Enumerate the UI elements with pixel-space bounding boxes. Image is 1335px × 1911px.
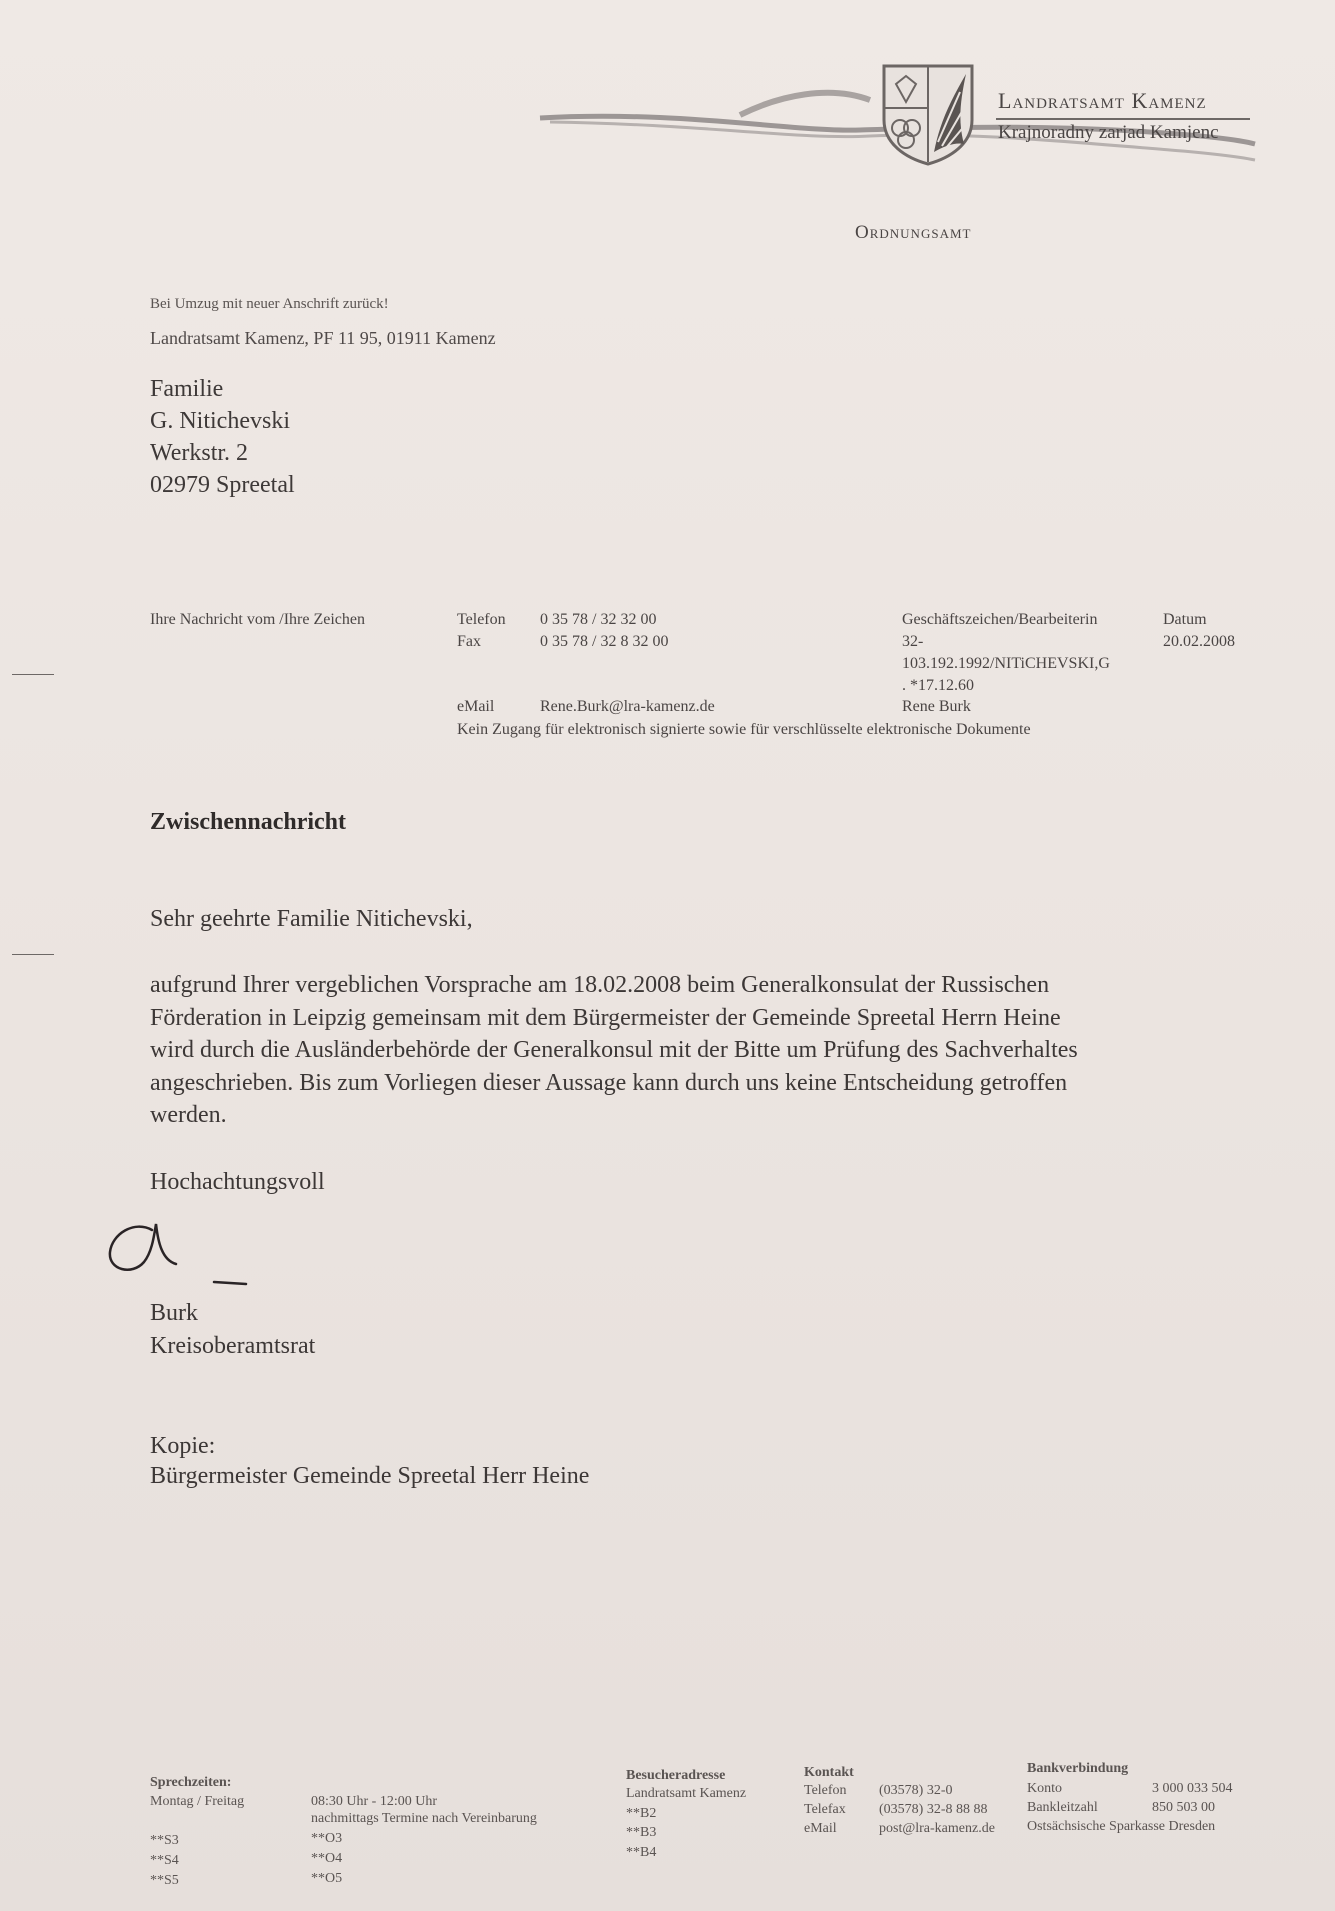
fold-mark: [12, 954, 54, 955]
coat-of-arms-icon: [880, 62, 976, 166]
bank-value: 3 000 033 504: [1152, 1781, 1233, 1796]
bank-value: 850 503 00: [1152, 1800, 1215, 1815]
footer-code: **O3: [311, 1831, 343, 1846]
footer-code: **S4: [150, 1853, 179, 1868]
fax-label: Fax: [457, 633, 481, 650]
recipient-line: 02979 Spreetal: [150, 472, 295, 498]
footer-code: **B2: [626, 1806, 657, 1821]
file-reference-line: . *17.12.60: [902, 677, 974, 694]
contact-value: post@lra-kamenz.de: [879, 1821, 995, 1836]
visitor-address-label: Besucheradresse: [626, 1768, 726, 1783]
sender-line: Landratsamt Kamenz, PF 11 95, 01911 Kamenz: [150, 328, 496, 348]
footer-code: **B3: [626, 1825, 657, 1840]
paragraph-line: Förderation in Leipzig gemeinsam mit dem Bürgermeister der Gemeinde Spreetal Herrn Heine: [150, 1004, 1061, 1031]
copy-label: Kopie:: [150, 1433, 216, 1459]
encryption-notice: Kein Zugang für elektronisch signierte sowie für verschlüsselte elektronische Dokumente: [457, 721, 1031, 738]
office-hours-note: nachmittags Termine nach Vereinbarung: [311, 1811, 537, 1826]
return-note: Bei Umzug mit neuer Anschrift zurück!: [150, 296, 389, 312]
footer-code: **O5: [311, 1871, 343, 1886]
recipient-line: G. Nitichevski: [150, 408, 290, 434]
fax-value: 0 35 78 / 32 8 32 00: [540, 633, 669, 650]
bank-label: Bankverbindung: [1027, 1761, 1129, 1776]
file-reference-label: Geschäftszeichen/Bearbeiterin: [902, 611, 1098, 628]
organization-name-sorbian: Krajnoradny zarjad Kamjenc: [998, 122, 1219, 143]
fold-mark: [12, 674, 54, 675]
contact-value: (03578) 32-0: [879, 1783, 953, 1798]
phone-label: Telefon: [457, 611, 506, 628]
email-value: Rene.Burk@lra-kamenz.de: [540, 698, 715, 715]
contact-label: Kontakt: [804, 1765, 854, 1780]
phone-value: 0 35 78 / 32 32 00: [540, 611, 657, 628]
date-value: 20.02.2008: [1163, 633, 1235, 650]
signature: [104, 1212, 264, 1292]
salutation: Sehr geehrte Familie Nitichevski,: [150, 906, 473, 932]
visitor-address-name: Landratsamt Kamenz: [626, 1786, 747, 1801]
email-label: eMail: [457, 698, 495, 715]
footer-code: **S5: [150, 1873, 179, 1888]
paragraph-line: wird durch die Ausländerbehörde der Generalkonsul mit der Bitte um Prüfung des Sachverhaltes: [150, 1037, 1078, 1063]
copy-recipient: Bürgermeister Gemeinde Spreetal Herr Heine: [150, 1463, 590, 1489]
bank-name: Ostsächsische Sparkasse Dresden: [1027, 1819, 1216, 1834]
signer-title: Kreisoberamtsrat: [150, 1333, 316, 1359]
footer-code: **B4: [626, 1845, 657, 1860]
reference-label: Ihre Nachricht vom /Ihre Zeichen: [150, 611, 366, 628]
paragraph-line: angeschrieben. Bis zum Vorliegen dieser Aussage kann durch uns keine Entscheidung getroffen: [150, 1069, 1068, 1096]
office-hours-time: 08:30 Uhr - 12:00 Uhr: [311, 1794, 437, 1809]
recipient-line: Werkstr. 2: [150, 440, 249, 466]
organization-name: Landratsamt Kamenz: [998, 88, 1207, 113]
closing: Hochachtungsvoll: [150, 1169, 325, 1195]
department-name: Ordnungsamt: [855, 222, 972, 243]
footer-code: **S3: [150, 1833, 179, 1848]
recipient-line: Familie: [150, 376, 224, 402]
organization-rule: [996, 118, 1250, 120]
signer-name: Burk: [150, 1300, 198, 1326]
office-hours-label: Sprechzeiten:: [150, 1775, 232, 1790]
file-reference-line: 103.192.1992/NITiCHEVSKI,G: [902, 655, 1110, 672]
contact-key: Telefon: [804, 1783, 847, 1798]
paragraph-line: werden.: [150, 1102, 227, 1128]
office-hours-days: Montag / Freitag: [150, 1794, 245, 1809]
bank-key: Konto: [1027, 1781, 1062, 1796]
footer-code: **O4: [311, 1851, 343, 1866]
letter-paragraph: [150, 969, 1260, 1132]
paragraph-line: aufgrund Ihrer vergeblichen Vorsprache am 18.02.2008 beim Generalkonsulat der Russischen: [150, 972, 1050, 998]
date-label: Datum: [1163, 611, 1207, 628]
file-reference-line: 32-: [902, 633, 924, 650]
contact-value: (03578) 32-8 88 88: [879, 1802, 988, 1817]
clerk-name: Rene Burk: [902, 698, 971, 715]
contact-key: Telefax: [804, 1802, 846, 1817]
letter-subject: Zwischennachricht: [150, 809, 347, 835]
bank-key: Bankleitzahl: [1027, 1800, 1098, 1815]
contact-key: eMail: [804, 1821, 837, 1836]
